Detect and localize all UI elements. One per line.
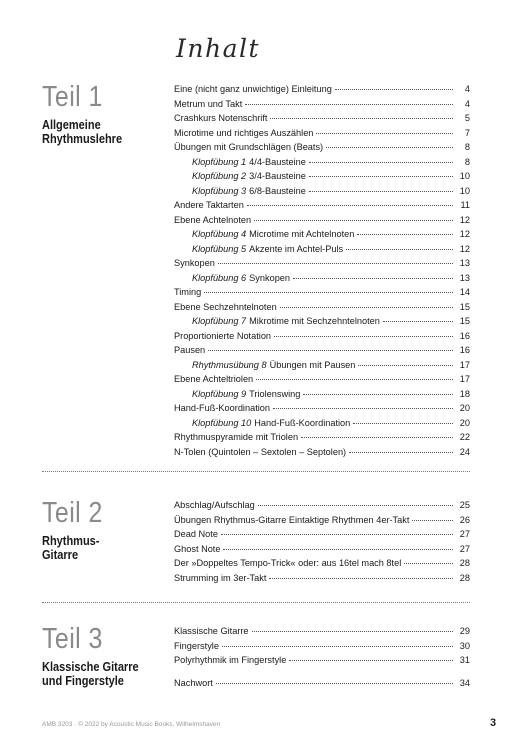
toc-entry xyxy=(174,571,470,586)
toc-leader-dots xyxy=(245,104,453,105)
toc-entry-title: Timing xyxy=(174,287,202,297)
toc-leader-dots xyxy=(273,408,453,409)
toc-subentry xyxy=(174,242,470,257)
toc-leader-dots xyxy=(309,162,453,163)
toc-leader-dots xyxy=(274,336,453,337)
toc-entry xyxy=(174,653,470,668)
toc-entry-title: Ebene Achteltriolen xyxy=(174,374,254,384)
toc-subentry xyxy=(174,416,470,431)
toc-entry-prefix: Klopfübung 1 xyxy=(192,156,247,167)
toc-entry xyxy=(174,82,470,97)
toc-entry-title: Triolenswing xyxy=(249,388,301,399)
toc-entry-page: 20 xyxy=(459,403,470,413)
toc-entry-page: 27 xyxy=(459,529,470,539)
toc-entry-page: 30 xyxy=(459,640,470,651)
toc-entry-prefix: Klopfübung 9 xyxy=(192,388,247,399)
toc-entry-title: 3/4-Bausteine xyxy=(249,171,306,181)
toc-leader-dots xyxy=(258,505,453,506)
toc-leader-dots xyxy=(204,292,453,293)
toc-entry xyxy=(174,639,470,654)
toc-gap xyxy=(174,668,470,676)
toc-entry-title: Klassische Gitarre xyxy=(174,626,249,636)
toc-entry xyxy=(174,445,470,460)
toc-entry xyxy=(174,556,470,571)
toc-entry-page: 4 xyxy=(464,84,470,94)
toc-entry xyxy=(174,513,470,528)
toc-entry-page: 28 xyxy=(459,558,470,568)
toc-entry xyxy=(174,126,470,141)
toc-subentry xyxy=(174,155,470,170)
toc-entry xyxy=(174,676,470,691)
toc-leader-dots xyxy=(247,205,453,206)
toc-entry xyxy=(174,527,470,542)
toc-entry-title: Fingerstyle xyxy=(174,640,219,651)
toc-entry-page: 7 xyxy=(464,127,470,138)
toc-leader-dots xyxy=(216,683,453,684)
toc-leader-dots xyxy=(349,452,453,453)
toc-leader-dots xyxy=(223,549,453,550)
toc-entry-title: Proportionierte Notation xyxy=(174,330,272,341)
toc-leader-dots xyxy=(221,534,453,535)
toc-entry-title: Ebene Sechzehntelnoten xyxy=(174,301,277,312)
toc-leader-dots xyxy=(309,176,453,177)
section-subtitle-line: Rhythmus- xyxy=(42,534,100,548)
toc-entry-page: 10 xyxy=(459,185,470,196)
toc-entry-title: Abschlag/Aufschlag xyxy=(174,500,255,510)
section-label xyxy=(42,624,172,688)
toc-entry-title: Mikrotime mit Sechzehntelnoten xyxy=(249,316,380,326)
toc-leader-dots xyxy=(254,220,453,221)
toc-entry-page: 4 xyxy=(464,98,470,109)
toc-entry xyxy=(174,624,470,639)
page-number: 3 xyxy=(490,717,497,729)
section-separator xyxy=(42,602,470,603)
toc-entry-title: Andere Taktarten xyxy=(174,200,244,210)
toc-entry-page: 12 xyxy=(459,229,470,239)
toc-entry-title: Microtime und richtiges Auszählen xyxy=(174,127,314,138)
section-subtitle-line: Allgemeine xyxy=(42,118,101,132)
toc-subentry xyxy=(174,184,470,199)
toc-entry-page: 13 xyxy=(459,258,470,268)
toc-leader-dots xyxy=(404,563,453,564)
toc-entry-title: Nachwort xyxy=(174,677,213,688)
toc-leader-dots xyxy=(303,394,453,395)
section-subtitle xyxy=(42,660,156,688)
section-label xyxy=(42,82,172,146)
toc-subentry xyxy=(174,271,470,286)
toc-entry-page: 12 xyxy=(459,214,470,225)
toc-entry-page: 25 xyxy=(459,500,470,510)
toc-subentry xyxy=(174,169,470,184)
page-title: Inhalt xyxy=(176,34,261,63)
toc-leader-dots xyxy=(252,631,453,632)
toc-entry-page: 16 xyxy=(459,345,470,355)
toc-entry-page: 12 xyxy=(459,243,470,254)
toc-entry-title: Der »Doppeltes Tempo-Trick« oder: aus 16tel mach 8tel xyxy=(174,558,402,568)
toc-entry xyxy=(174,140,470,155)
section-subtitle-line: und Fingerstyle xyxy=(42,674,124,688)
toc-list xyxy=(174,82,470,459)
toc-list xyxy=(174,624,470,690)
toc-entry xyxy=(174,213,470,228)
toc-leader-dots xyxy=(326,147,453,148)
toc-leader-dots xyxy=(383,321,453,322)
toc-leader-dots xyxy=(218,263,453,264)
toc-entry-prefix: Klopfübung 7 xyxy=(192,316,247,326)
toc-leader-dots xyxy=(412,520,453,521)
toc-entry-page: 17 xyxy=(459,359,470,370)
toc-entry-page: 5 xyxy=(464,113,470,123)
section-subtitle-line: Klassische Gitarre xyxy=(42,660,139,674)
toc-entry-title: Synkopen xyxy=(174,258,215,268)
toc-entry-title: Übungen Rhythmus-Gitarre Eintaktige Rhythmen 4er-Takt xyxy=(174,514,410,525)
toc-entry xyxy=(174,111,470,126)
toc-leader-dots xyxy=(301,437,453,438)
toc-entry xyxy=(174,343,470,358)
toc-entry-title: Metrum und Takt xyxy=(174,98,243,109)
toc-entry-prefix: Klopfübung 5 xyxy=(192,243,247,254)
toc-entry-title: Ebene Achtelnoten xyxy=(174,214,252,225)
toc-entry-page: 31 xyxy=(459,655,470,665)
toc-leader-dots xyxy=(289,660,453,661)
toc-entry-prefix: Klopfübung 4 xyxy=(192,229,247,239)
section-name: Teil 3 xyxy=(42,623,103,655)
section-name: Teil 2 xyxy=(42,497,103,529)
toc-leader-dots xyxy=(346,249,453,250)
toc-entry-title: Ghost Note xyxy=(174,543,221,554)
section-subtitle xyxy=(42,118,156,146)
toc-leader-dots xyxy=(222,646,453,647)
toc-entry-title: Microtime mit Achtelnoten xyxy=(249,229,355,239)
toc-entry-title: Übungen mit Pausen xyxy=(269,359,356,370)
toc-entry xyxy=(174,401,470,416)
section-subtitle xyxy=(42,534,156,562)
toc-entry xyxy=(174,300,470,315)
footer-copyright: AMB 3203 · © 2022 by Acoustic Music Books, Wilhelmshaven xyxy=(42,721,221,728)
toc-entry-title: Eine (nicht ganz unwichtige) Einleitung xyxy=(174,84,332,94)
toc-entry-prefix: Klopfübung 6 xyxy=(192,272,247,283)
toc-entry-title: 4/4-Bausteine xyxy=(249,156,306,167)
section-separator xyxy=(42,471,470,472)
toc-entry xyxy=(174,198,470,213)
toc-leader-dots xyxy=(353,423,453,424)
toc-entry-title: Akzente im Achtel-Puls xyxy=(249,243,344,254)
toc-entry-page: 24 xyxy=(459,446,470,457)
toc-subentry xyxy=(174,227,470,242)
toc-entry-page: 29 xyxy=(459,626,470,636)
toc-entry xyxy=(174,498,470,513)
toc-entry-page: 8 xyxy=(464,156,470,167)
toc-entry-title: Hand-Fuß-Koordination xyxy=(254,417,351,428)
toc-entry-page: 13 xyxy=(459,272,470,283)
toc-leader-dots xyxy=(357,234,453,235)
toc-leader-dots xyxy=(316,133,453,134)
toc-entry-prefix: Rhythmusübung 8 xyxy=(192,359,267,370)
toc-entry xyxy=(174,97,470,112)
section-name: Teil 1 xyxy=(42,81,103,113)
toc-entry-page: 14 xyxy=(459,287,470,297)
toc-subentry xyxy=(174,358,470,373)
toc-leader-dots xyxy=(309,191,453,192)
section-label xyxy=(42,498,172,562)
toc-entry-page: 10 xyxy=(459,171,470,181)
section-subtitle-line: Gitarre xyxy=(42,548,79,562)
toc-entry xyxy=(174,256,470,271)
toc-entry xyxy=(174,285,470,300)
toc-leader-dots xyxy=(280,307,453,308)
toc-entry xyxy=(174,430,470,445)
toc-entry-prefix: Klopfübung 2 xyxy=(192,171,247,181)
toc-entry-title: Dead Note xyxy=(174,529,218,539)
toc-leader-dots xyxy=(293,278,453,279)
toc-entry-prefix: Klopfübung 10 xyxy=(192,417,252,428)
toc-leader-dots xyxy=(208,350,453,351)
toc-entry xyxy=(174,372,470,387)
toc-entry-page: 15 xyxy=(459,316,470,326)
toc-entry-title: N-Tolen (Quintolen – Sextolen – Septolen) xyxy=(174,446,347,457)
toc-entry-prefix: Klopfübung 3 xyxy=(192,185,247,196)
toc-entry-page: 16 xyxy=(459,330,470,341)
toc-entry-page: 26 xyxy=(459,514,470,525)
toc-leader-dots xyxy=(270,118,453,119)
toc-leader-dots xyxy=(269,578,453,579)
toc-entry-title: 6/8-Bausteine xyxy=(249,185,306,196)
toc-subentry xyxy=(174,314,470,329)
toc-entry-page: 17 xyxy=(459,374,470,384)
toc-subentry xyxy=(174,387,470,402)
toc-leader-dots xyxy=(335,89,453,90)
toc-entry-title: Polyrhythmik im Fingerstyle xyxy=(174,655,287,665)
toc-entry-title: Pausen xyxy=(174,345,206,355)
toc-entry-title: Synkopen xyxy=(249,272,291,283)
toc-entry-page: 22 xyxy=(459,432,470,442)
toc-entry xyxy=(174,329,470,344)
toc-entry xyxy=(174,542,470,557)
toc-entry-page: 28 xyxy=(459,572,470,583)
toc-entry-page: 11 xyxy=(460,200,470,210)
toc-entry-title: Crashkurs Notenschrift xyxy=(174,113,268,123)
toc-entry-title: Rhythmuspyramide mit Triolen xyxy=(174,432,299,442)
toc-entry-page: 27 xyxy=(459,543,470,554)
toc-list xyxy=(174,498,470,585)
toc-entry-page: 15 xyxy=(459,301,470,312)
toc-entry-page: 8 xyxy=(464,142,470,152)
toc-entry-title: Hand-Fuß-Koordination xyxy=(174,403,271,413)
toc-leader-dots xyxy=(358,365,453,366)
toc-entry-page: 34 xyxy=(459,677,470,688)
toc-leader-dots xyxy=(256,379,453,380)
toc-entry-title: Strumming im 3er-Takt xyxy=(174,572,267,583)
section-subtitle-line: Rhythmuslehre xyxy=(42,132,123,146)
toc-entry-title: Übungen mit Grundschlägen (Beats) xyxy=(174,142,324,152)
toc-entry-page: 18 xyxy=(459,388,470,399)
toc-entry-page: 20 xyxy=(459,417,470,428)
